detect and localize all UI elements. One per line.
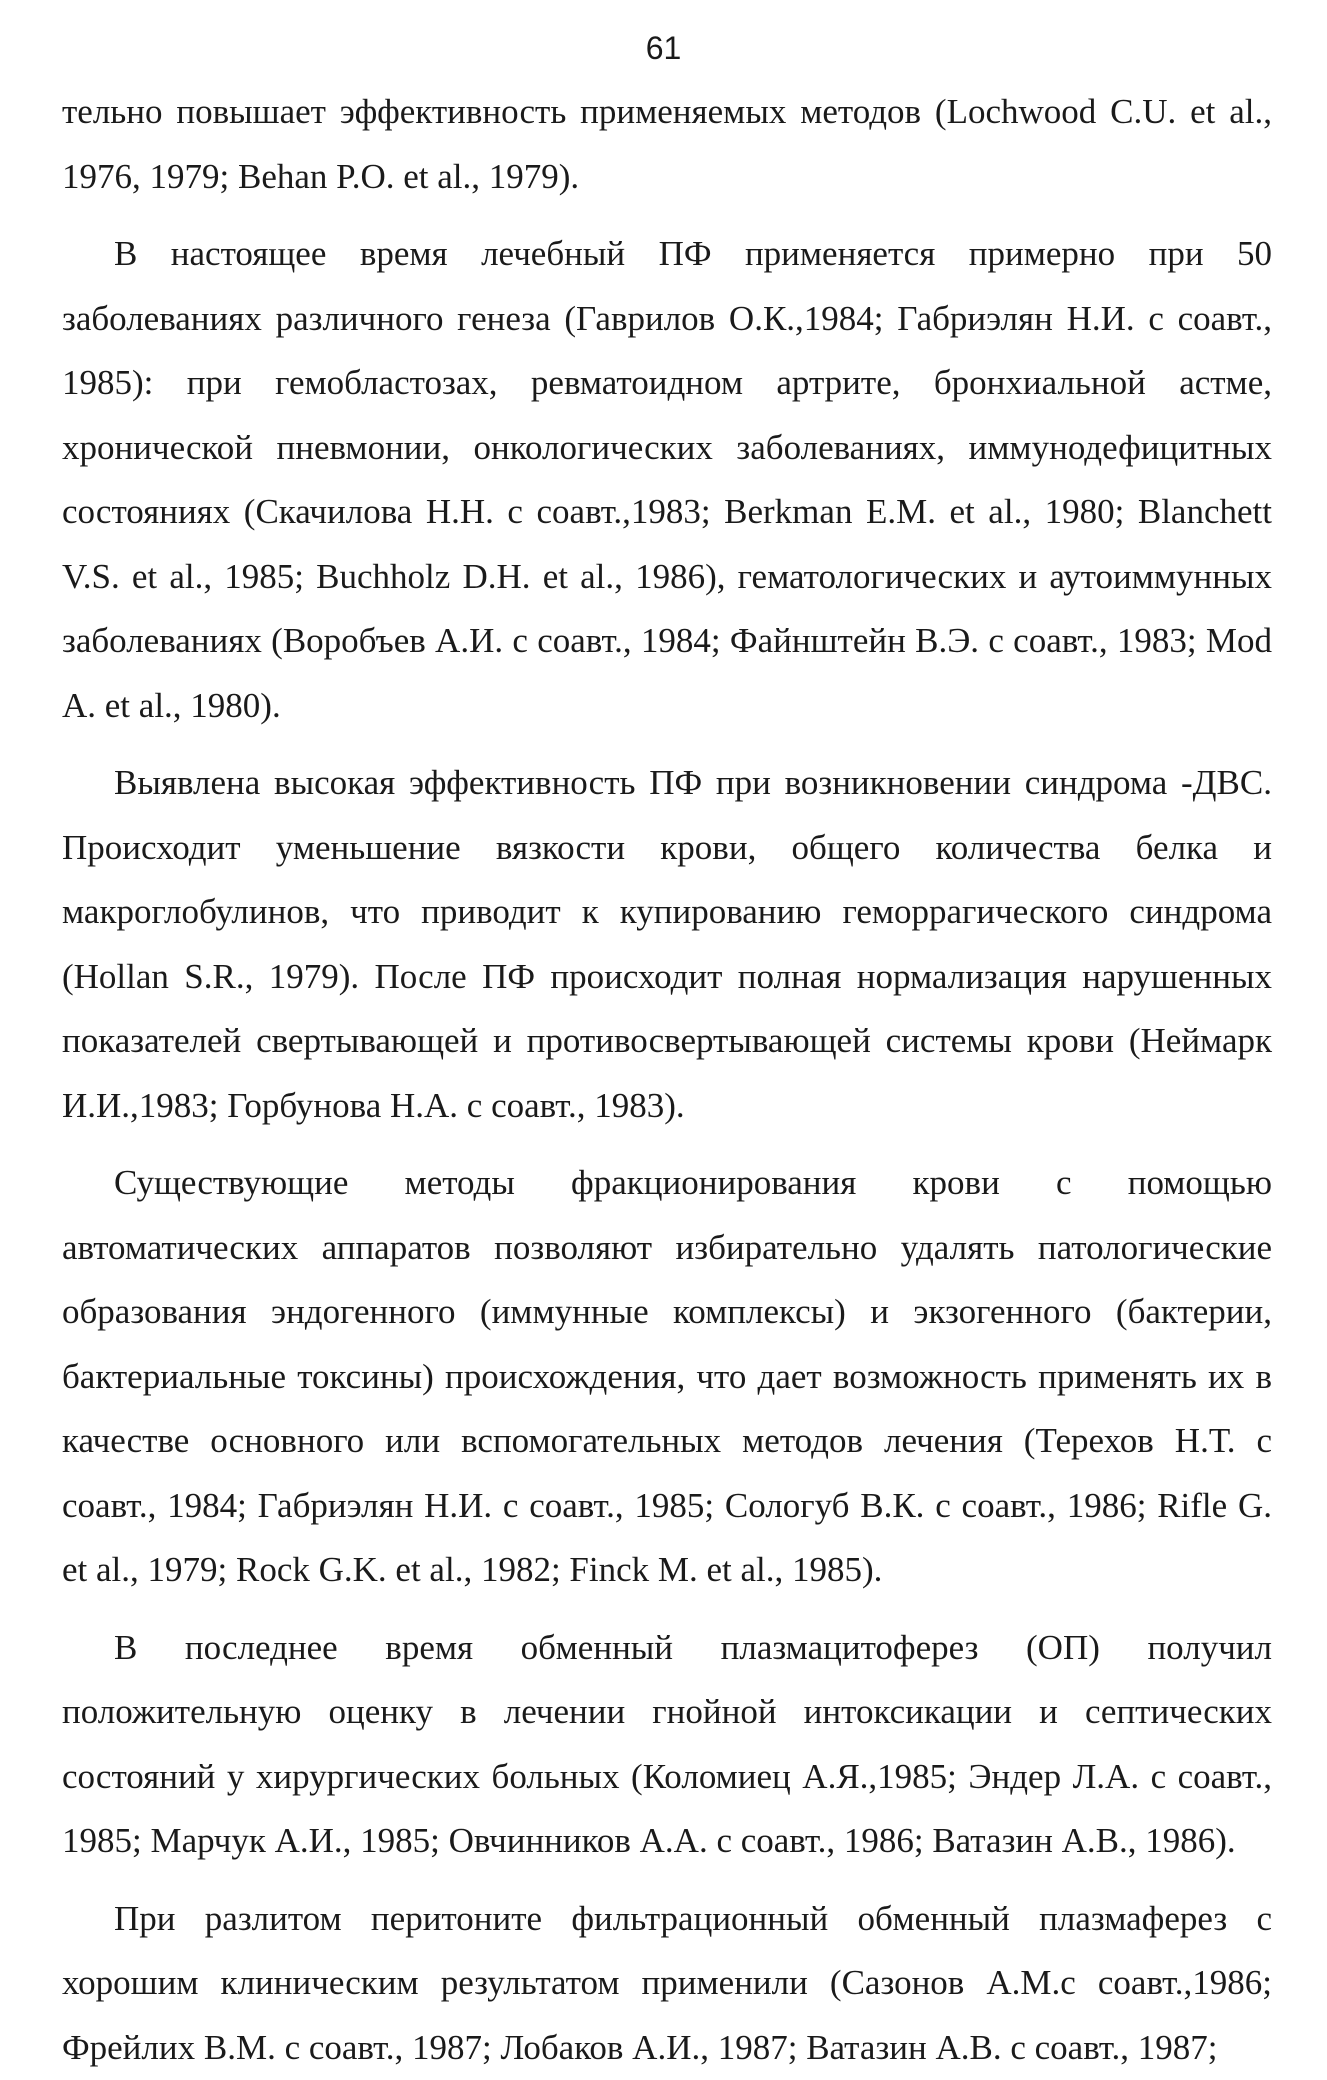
paragraph: В настоящее время лечебный ПФ применяется примерно при 50 заболеваниях различного генеза (Гаврилов О.К.,1984; Габриэлян Н.И. с соавт., 1985): при гемобластозах, ревматоидном артрите, бронхиальной астме, хронической пневмонии, онкологических заболеваниях, иммунодефицитных состояниях (Скачилова Н.Н. с соавт.,1983; Berkman E.M. et al., 1980; Blanchett V.S. et al., 1985; Buchholz D.H. et al., 1986), гематологических и аутоиммунных заболеваниях (Воробъев А.И. с соавт., 1984; Файнштейн В.Э. с соавт., 1983; Mod A. et al., 1980). bbox=[62, 222, 1272, 738]
paragraph-continuation: тельно повышает эффективность применяемых методов (Lochwood C.U. et al., 1976, 1979; Behan P.O. et al., 1979). bbox=[62, 80, 1272, 209]
paragraph: Существующие методы фракционирования крови с помощью автоматических аппаратов позволяют избирательно удалять патологические образования эндогенного (иммунные комплексы) и экзогенного (бактерии, бактериальные токсины) происхождения, что дает возможность применять их в качестве основного или вспомогательных методов лечения (Терехов Н.Т. с соавт., 1984; Габриэлян Н.И. с соавт., 1985; Сологуб В.К. с соавт., 1986; Rifle G. et al., 1979; Rock G.K. et al., 1982; Finck M. et al., 1985). bbox=[62, 1151, 1272, 1603]
body-text bbox=[62, 80, 1272, 2080]
paragraph: Выявлена высокая эффективность ПФ при возникновении синдрома -ДВС. Происходит уменьшение вязкости крови, общего количества белка и макроглобулинов, что приводит к купированию геморрагического синдрома (Hollan S.R., 1979). После ПФ происходит полная нормализация нарушенных показателей свертывающей и противосвертывающей системы крови (Неймарк И.И.,1983; Горбунова Н.А. с соавт., 1983). bbox=[62, 751, 1272, 1138]
paragraph: При разлитом перитоните фильтрационный обменный плазмаферез с хорошим клиническим результатом применили (Сазонов А.М.с соавт.,1986; Фрейлих В.М. с соавт., 1987; Лобаков А.И., 1987; Ватазин А.В. с соавт., 1987; bbox=[62, 1887, 1272, 2080]
page-number: 61 bbox=[0, 24, 1327, 72]
paragraph: В последнее время обменный плазмацитоферез (ОП) получил положительную оценку в лечении гнойной интоксикации и септических состояний у хирургических больных (Коломиец А.Я.,1985; Эндер Л.А. с соавт., 1985; Марчук А.И., 1985; Овчинников А.А. с соавт., 1986; Ватазин А.В., 1986). bbox=[62, 1616, 1272, 1874]
